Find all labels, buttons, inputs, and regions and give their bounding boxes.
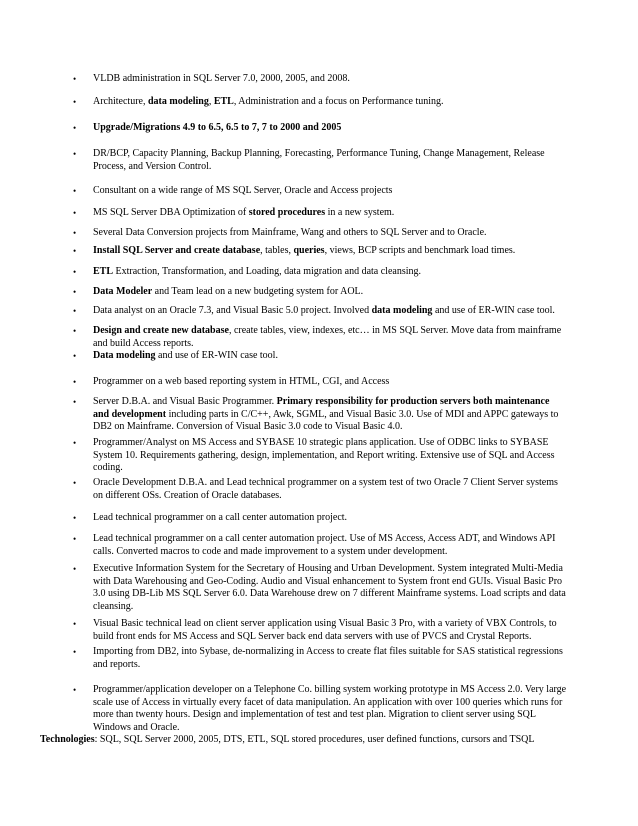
bullet-text (93, 512, 568, 525)
bullet-text (93, 533, 568, 558)
text-segment: DR/BCP, Capacity Planning, Backup Planning, Forecasting, Performance Tuning, Change Management, Release Process, and Version Control. (93, 148, 545, 172)
bullet-text (93, 563, 568, 613)
bullet-text (93, 73, 568, 86)
text-segment: Oracle Development D.B.A. and Lead technical programmer on a system test of two Oracle 7 Client Server systems on different OSs. Creation of Oracle databases. (93, 477, 558, 501)
bullet-dot: • (73, 208, 77, 218)
text-segment: , create tables, view, indexes, etc… in MS SQL Server. Move data from mainframe and build Access reports. (93, 325, 562, 349)
bullet-text (93, 286, 568, 299)
bullet-dot: • (73, 123, 77, 133)
bullet-dot: • (73, 564, 77, 574)
bullet-text (93, 305, 568, 318)
technologies-label: Technologies (40, 734, 95, 745)
text-segment: , views, BCP scripts and benchmark load times. (324, 245, 516, 256)
text-segment: , Administration and a focus on Performance tuning. (233, 96, 444, 107)
bullet-text (93, 437, 568, 475)
bullet-text (93, 350, 568, 363)
text-segment: , tables, (260, 245, 294, 256)
bold-text-segment: Upgrade/Migrations 4.9 to 6.5, 6.5 to 7, 7 to 2000 and 2005 (93, 122, 342, 133)
text-segment: Programmer on a web based reporting system in HTML, CGI, and Access (93, 376, 390, 387)
text-segment: Programmer/application developer on a Telephone Co. billing system working prototype in MS Access 2.0. Very large scale use of Access in virtually every facet of data manipulation. An application with over 100 queries which runs for more than twenty hours. Design and implementation of test and test plan. Migration to client server using SQL Windows and Oracle. (93, 684, 567, 733)
bullet-text (93, 376, 568, 389)
bullet-dot: • (73, 186, 77, 196)
bullet-dot: • (73, 228, 77, 238)
bullet-text (93, 122, 568, 135)
bullet-text (93, 245, 568, 258)
text-segment: VLDB administration in SQL Server 7.0, 2000, 2005, and 2008. (93, 73, 350, 84)
bullet-dot: • (73, 377, 77, 387)
bullet-text (93, 325, 568, 350)
bold-text-segment: Primary responsibility for production servers both maintenance and development (93, 396, 550, 420)
bold-text-segment: data modeling (147, 96, 209, 107)
text-segment: Data analyst on an Oracle 7.3, and Visual Basic 5.0 project. Involved (93, 305, 372, 316)
bold-text-segment: ETL (213, 96, 234, 107)
bullet-text (93, 266, 568, 279)
text-segment: and use of ER-WIN case tool. (432, 305, 555, 316)
bullet-dot: • (73, 647, 77, 657)
text-segment: Programmer/Analyst on MS Access and SYBASE 10 strategic plans application. Use of ODBC links to SYBASE System 10. Requirements gathering, design, implementation, and Report writing. Extensive use of SQL and Access coding. (93, 437, 555, 473)
bullet-dot: • (73, 478, 77, 488)
bullet-text (93, 396, 568, 434)
text-segment: Extraction, Transformation, and Loading, data migration and data cleansing. (113, 266, 421, 277)
text-segment: Several Data Conversion projects from Mainframe, Wang and others to SQL Server and to Oracle. (93, 227, 487, 238)
bullet-text (93, 618, 568, 643)
bullet-dot: • (73, 97, 77, 107)
bold-text-segment: Data modeling (93, 350, 156, 361)
bullet-dot: • (73, 287, 77, 297)
text-segment: Architecture, (93, 96, 148, 107)
bullet-text (93, 96, 568, 109)
text-segment: Visual Basic technical lead on client server application using Visual Basic 3 Pro, with a variety of VBX Controls, to build front ends for MS Access and SQL Server back end data servers with use of PVCS and Crystal Reports. (93, 618, 557, 642)
text-segment: Importing from DB2, into Sybase, de-normalizing in Access to create flat files suitable for SAS statistical regressions and reports. (93, 646, 563, 670)
text-segment: Lead technical programmer on a call center automation project. (93, 512, 348, 523)
bullet-dot: • (73, 351, 77, 361)
bold-text-segment: data modeling (371, 305, 433, 316)
technologies-line (40, 734, 620, 747)
technologies-text: : SQL, SQL Server 2000, 2005, DTS, ETL, SQL stored procedures, user defined functions, cursors and TSQL (94, 734, 535, 745)
bold-text-segment: Data Modeler (93, 286, 153, 297)
bullet-dot: • (73, 397, 77, 407)
bullet-text (93, 207, 568, 220)
bullet-dot: • (73, 513, 77, 523)
bullet-text (93, 227, 568, 240)
bullet-text (93, 185, 568, 198)
bullet-dot: • (73, 438, 77, 448)
bullet-dot: • (73, 267, 77, 277)
text-segment: Consultant on a wide range of MS SQL Server, Oracle and Access projects (93, 185, 393, 196)
bullet-dot: • (73, 326, 77, 336)
text-segment: including parts in C/C++, Awk, SGML, and Visual Basic 3.0. Use of MDI and APPC gateways to DB2 on Mainframe. Conversion of Visual Basic 3.0 code to Visual Basic 4.0. (93, 408, 559, 432)
bullet-dot: • (73, 685, 77, 695)
bold-text-segment: Design and create new database (93, 325, 229, 336)
bullet-text (93, 646, 568, 671)
text-segment: in a new system. (325, 207, 395, 218)
bullet-dot: • (73, 619, 77, 629)
bold-text-segment: Install SQL Server and create database (93, 245, 261, 256)
text-segment: and Team lead on a new budgeting system for AOL. (152, 286, 364, 297)
text-segment: , (208, 96, 214, 107)
text-segment: Server D.B.A. and Visual Basic Programmer. (93, 396, 277, 407)
bullet-text (93, 148, 568, 173)
bullet-dot: • (73, 246, 77, 256)
bullet-dot: • (73, 534, 77, 544)
bold-text-segment: ETL (93, 266, 114, 277)
bold-text-segment: queries (293, 245, 325, 256)
text-segment: Executive Information System for the Secretary of Housing and Urban Development. System integrated Multi-Media with Data Warehousing and Geo-Coding. Audio and Visual enhancement to System front end GUIs. Visual Basic Pro 3.0 using DB-Lib MS SQL Server 6.0. Data Warehouse drew on 7 different Mainframe systems. Load scripts and data cleansing. (93, 563, 566, 612)
bullet-text (93, 684, 568, 734)
text-segment: Lead technical programmer on a call center automation project. Use of MS Access, Access ADT, and Windows API calls. Converted macros to code and made improvement to a system under development. (93, 533, 556, 557)
bullet-dot: • (73, 149, 77, 159)
bold-text-segment: stored procedures (248, 207, 326, 218)
bullet-dot: • (73, 74, 77, 84)
text-segment: MS SQL Server DBA Optimization of (93, 207, 249, 218)
bullet-text (93, 477, 568, 502)
text-segment: and use of ER-WIN case tool. (155, 350, 278, 361)
bullet-dot: • (73, 306, 77, 316)
